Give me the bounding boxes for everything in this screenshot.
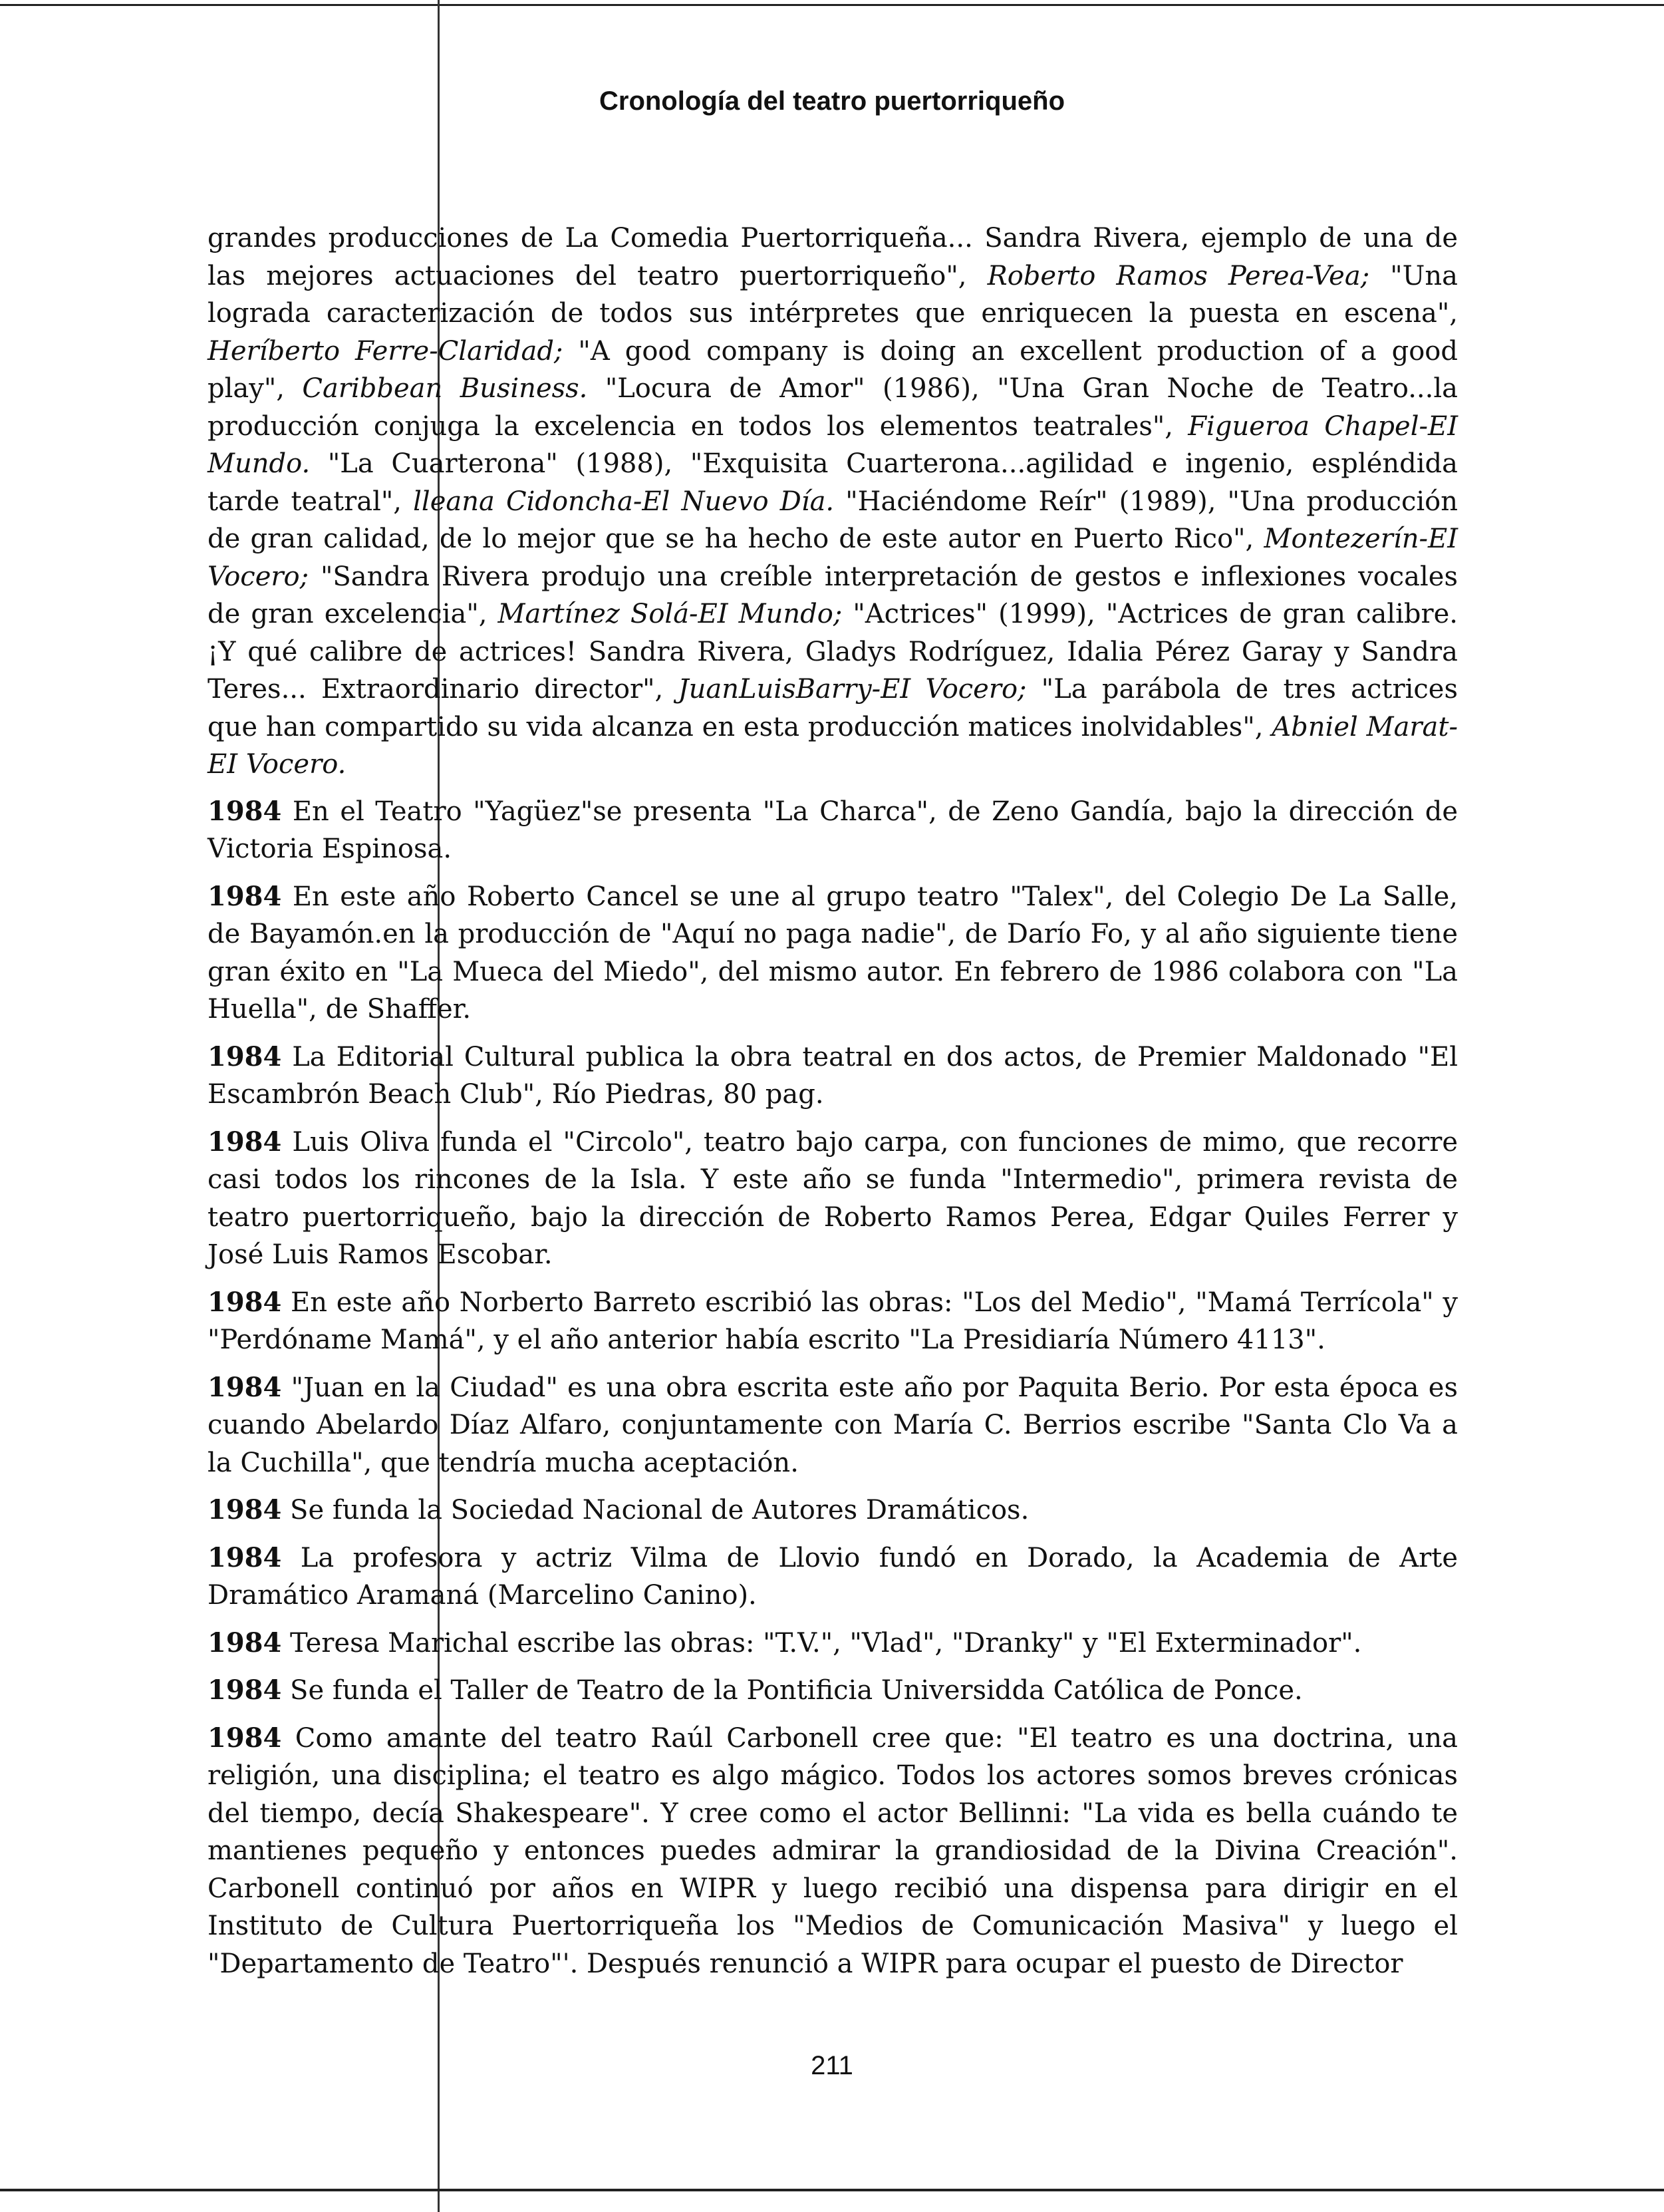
entry-text: La profesora y actriz Vilma de Llovio fundó en Dorado, la Academia de Arte Dramático Aramaná (Marcelino Canino).	[208, 1542, 1458, 1611]
entry-text: Como amante del teatro Raúl Carbonell cree que: "El teatro es una doctrina, una religión, una disciplina; el teatro es algo mágico. Todos los actores somos breves crónicas del tiempo, decía Shakespeare". Y cree como el actor Bellinni: "La vida es bella cuándo te mantienes pequeño y entonces puedes admirar la grandiosidad de la Divina Creación". Carbonell continuó por años en WIPR y luego recibió una dispensa para dirigir en el Instituto de Cultura Puertorriqueña los "Medios de Comunicación Masiva" y luego el "Departamento de Teatro"'. Después renunció a WIPR para ocupar el puesto de Director	[208, 1722, 1458, 1979]
entry-year: 1984	[208, 795, 282, 827]
chronology-entry	[208, 1672, 1458, 1710]
chronology-entry	[208, 878, 1458, 1028]
review-source: Roberto Ramos Perea-Vea;	[987, 260, 1370, 291]
entry-year: 1984	[208, 1126, 282, 1158]
page-body	[208, 220, 1458, 1992]
entry-text: "Juan en la Ciudad" es una obra escrita este año por Paquita Berio. Por esta época es cuando Abelardo Díaz Alfaro, conjuntamente con María C. Berrios escribe "Santa Clo Va a la Cuchilla", que tendría mucha aceptación.	[208, 1372, 1458, 1478]
chronology-entry	[208, 1492, 1458, 1529]
entry-text: Se funda el Taller de Teatro de la Pontificia Universidda Católica de Ponce.	[281, 1675, 1303, 1706]
entry-year: 1984	[208, 1541, 282, 1573]
entry-year: 1984	[208, 1722, 282, 1754]
review-text: "Locura de Amor" (1986), "Una Gran Noche de Teatro...la producción conjuga la excelencia en todos los elementos teatrales",	[208, 373, 1458, 442]
entry-text: Se funda la Sociedad Nacional de Autores Dramáticos.	[281, 1495, 1030, 1525]
review-text: grandes producciones de La Comedia Puertorriqueña... Sandra Rivera, ejemplo de una de las mejores actuaciones del teatro puertorriqueño",	[208, 223, 1458, 291]
bottom-rule	[0, 2189, 1664, 2191]
entry-year: 1984	[208, 1040, 282, 1072]
entry-year: 1984	[208, 880, 282, 912]
review-source: JuanLuisBarry-EI Vocero;	[678, 674, 1027, 705]
chronology-entry	[208, 1539, 1458, 1615]
chronology-entries	[208, 793, 1458, 1983]
entry-text: En este año Roberto Cancel se une al grupo teatro "Talex", del Colegio De La Salle, de Bayamón.en la producción de "Aquí no paga nadie", de Darío Fo, y al año siguiente tiene gran éxito en "La Mueca del Miedo", del mismo autor. En febrero de 1986 colabora con "La Huella", de Shaffer.	[208, 881, 1458, 1025]
review-text: "Sandra Rivera produjo una creíble interpretación de gestos e inflexiones vocales de gran excelencia",	[208, 561, 1458, 629]
review-source: Martínez Solá-EI Mundo;	[497, 599, 843, 629]
review-text: "La parábola de tres actrices que han compartido su vida alcanza en esta producción matices inolvidables",	[208, 674, 1458, 742]
entry-year: 1984	[208, 1627, 282, 1659]
entry-text: En el Teatro "Yagüez"se presenta "La Charca", de Zeno Gandía, bajo la dirección de Victoria Espinosa.	[208, 796, 1458, 864]
review-text: "Actrices" (1999), "Actrices de gran calibre. ¡Y qué calibre de actrices! Sandra Rivera, Gladys Rodríguez, Idalia Pérez Garay y Sandra Teres... Extraordinario director",	[208, 599, 1458, 705]
review-text: "Haciéndome Reír" (1989), "Una producción de gran calidad, de lo mejor que se ha hecho de este autor en Puerto Rico",	[208, 486, 1458, 554]
chronology-entry	[208, 1038, 1458, 1114]
entry-year: 1984	[208, 1674, 282, 1706]
chronology-entry	[208, 1124, 1458, 1274]
chronology-entry	[208, 1625, 1458, 1662]
chronology-entry	[208, 1284, 1458, 1359]
page-number: 211	[811, 2051, 853, 2080]
entry-text: La Editorial Cultural publica la obra teatral en dos actos, de Premier Maldonado "El Escambrón Beach Club", Río Piedras, 80 pag.	[208, 1041, 1458, 1110]
intro-paragraph	[208, 220, 1458, 784]
review-source: Heríberto Ferre-Claridad;	[208, 335, 563, 367]
review-source: Abniel Marat-EI Vocero.	[208, 711, 1458, 780]
review-source: Montezerín-EI Vocero;	[208, 524, 1458, 592]
review-text: "La Cuarterona" (1988), "Exquisita Cuarterona...agilidad e ingenio, espléndida tarde teatral",	[208, 448, 1458, 517]
entry-year: 1984	[208, 1371, 282, 1403]
chronology-entry	[208, 793, 1458, 868]
chronology-entry	[208, 1369, 1458, 1482]
review-text: "A good company is doing an excellent production of a good play",	[208, 335, 1458, 404]
review-source: lleana Cidoncha-El Nuevo Día.	[413, 486, 835, 517]
review-source: Caribbean Business.	[302, 373, 588, 404]
entry-text: En este año Norberto Barreto escribió las obras: "Los del Medio", "Mamá Terrícola" y "Perdóname Mamá", y el año anterior había escrito "La Presidiaría Número 4113".	[208, 1287, 1458, 1355]
review-text: "Una lograda caracterización de todos sus intérpretes que enriquecen la puesta en escena",	[208, 260, 1458, 329]
top-rule	[0, 4, 1664, 6]
chronology-entry	[208, 1720, 1458, 1983]
running-header: Cronología del teatro puertorriqueño	[599, 86, 1065, 116]
review-source: Figueroa Chapel-EI Mundo.	[208, 410, 1458, 479]
entry-year: 1984	[208, 1494, 282, 1525]
entry-text: Teresa Marichal escribe las obras: "T.V.", "Vlad", "Dranky" y "El Exterminador".	[281, 1627, 1362, 1659]
entry-year: 1984	[208, 1286, 282, 1318]
entry-text: Luis Oliva funda el "Circolo", teatro bajo carpa, con funciones de mimo, que recorre casi todos los rincones de la Isla. Y este año se funda "Intermedio", primera revista de teatro puertorriqueño, bajo la dirección de Roberto Ramos Perea, Edgar Quiles Ferrer y José Luis Ramos Escobar.	[208, 1126, 1458, 1270]
